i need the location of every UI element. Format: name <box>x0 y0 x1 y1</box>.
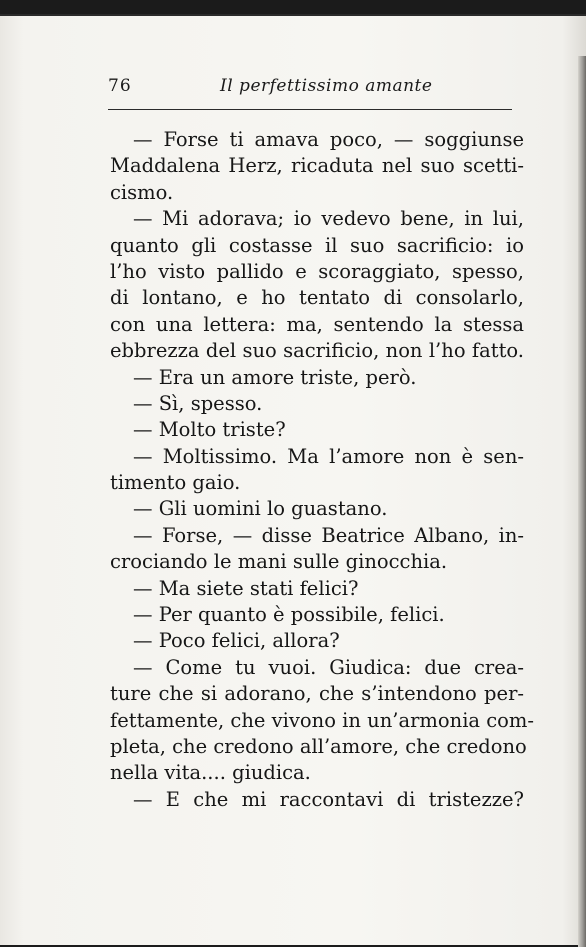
text-line: di lontano, e ho tentato di consolarlo, <box>110 286 524 310</box>
text-line: timento gaio. <box>110 471 241 495</box>
page-number: 76 <box>108 76 132 96</box>
text-line: ture che si adorano, che s’intendono per- <box>110 682 524 706</box>
text-line: quanto gli costasse il suo sacrificio: io <box>110 233 524 257</box>
text-line: — Per quanto è possibile, felici. <box>133 603 445 627</box>
running-title: Il perfettissimo amante <box>220 76 433 96</box>
body-text <box>110 127 534 813</box>
text-line: — Poco felici, allora? <box>133 629 340 653</box>
text-line: con una lettera: ma, sentendo la stessa <box>110 312 524 336</box>
text-line: — Sì, spesso. <box>133 391 263 415</box>
text-line: nella vita.... giudica. <box>110 761 311 785</box>
text-line: pleta, che credono all’amore, che credono <box>110 734 527 758</box>
text-line: crociando le mani sulle ginocchia. <box>110 550 448 574</box>
text-line: cismo. <box>110 180 174 204</box>
text-line: — Gli uomini lo guastano. <box>133 497 388 521</box>
text-line: — Forse, — disse Beatrice Albano, in- <box>133 523 524 547</box>
text-line: — Era un amore triste, però. <box>133 365 417 389</box>
text-line: — Moltissimo. Ma l’amore non è sen- <box>133 444 524 468</box>
text-line: — Forse ti amava poco, — soggiunse <box>133 128 524 151</box>
text-line: l’ho visto pallido e scoraggiato, spesso, <box>110 259 524 283</box>
text-line: — E che mi raccontavi di tristezze? <box>133 787 524 811</box>
text-line: — Molto triste? <box>133 418 286 442</box>
page-edge <box>578 56 586 947</box>
text-line: ebbrezza del suo sacrificio, non l’ho fatto. <box>110 339 524 363</box>
header-rule <box>108 109 512 110</box>
text-line: — Mi adorava; io vedevo bene, in lui, <box>133 207 524 231</box>
text-line: — Ma siete stati felici? <box>133 576 359 600</box>
text-line: — Come tu vuoi. Giudica: due crea- <box>133 655 524 679</box>
text-line: fettamente, che vivono in un’armonia com- <box>110 708 534 732</box>
page-header <box>108 76 512 116</box>
text-line: Maddalena Herz, ricaduta nel suo scetti- <box>110 154 524 178</box>
